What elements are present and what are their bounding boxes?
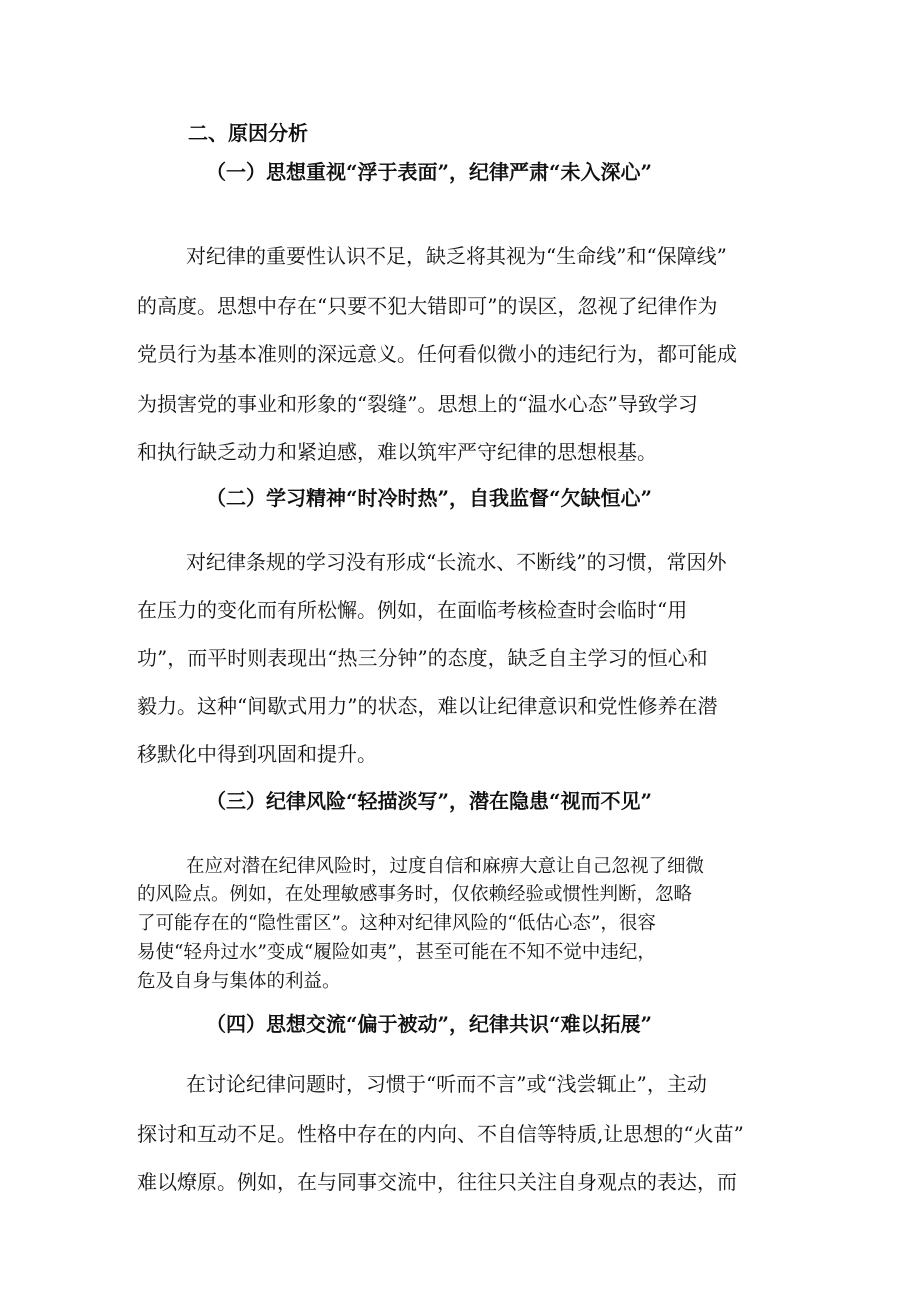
paragraph-line: 和执行缺乏动力和紧迫感，难以筑牢严守纪律的思想根基。: [137, 440, 657, 464]
paragraph-line: 为损害党的事业和形象的“裂缝”。思想上的“温水心态”导致学习: [137, 392, 698, 416]
paragraph-line: 在压力的变化而有所松懈。例如，在面临考核检查时会临时“用: [137, 598, 688, 622]
paragraph-line: 在讨论纪律问题时，习惯于“听而不言”或“浅尝辄止”，主动: [186, 1072, 707, 1096]
paragraph-line: 在应对潜在纪律风险时，过度自信和麻痹大意让自己忽视了细微: [186, 856, 705, 877]
paragraph-line: 危及自身与集体的利益。: [137, 971, 341, 992]
subsection-heading-2: （二）学习精神“时冷时热”，自我监督“欠缺恒心”: [206, 486, 653, 510]
paragraph-line: 易使“轻舟过水”变成“履险如夷”，甚至可能在不知不觉中违纪，: [137, 942, 656, 963]
paragraph-line: 探讨和互动不足。性格中存在的内向、不自信等特质,让思想的“火苗”: [137, 1122, 744, 1146]
paragraph-line: 的风险点。例如，在处理敏感事务时，仅依赖经验或惯性判断，忽略: [137, 884, 693, 905]
paragraph-line: 了可能存在的“隐性雷区”。这种对纪律风险的“低估心态”，很容: [137, 913, 656, 934]
paragraph-line: 对纪律条规的学习没有形成“长流水、不断线”的习惯，常因外: [186, 550, 727, 574]
subsection-heading-4: （四）思想交流“偏于被动”，纪律共识“难以拓展”: [206, 1012, 653, 1036]
subsection-heading-1: （一）思想重视“浮于表面”，纪律严肃“未入深心”: [206, 160, 653, 184]
subsection-heading-3: （三）纪律风险“轻描淡写”，潜在隐患“视而不见”: [206, 789, 653, 813]
section-title: 二、原因分析: [188, 121, 308, 145]
paragraph-line: 的高度。思想中存在“只要不犯大错即可”的误区，忽视了纪律作为: [137, 294, 718, 318]
paragraph-line: 功”，而平时则表现出“热三分钟”的态度，缺乏自主学习的恒心和: [137, 646, 708, 670]
paragraph-line: 对纪律的重要性认识不足，缺乏将其视为“生命线”和“保障线”: [186, 244, 727, 268]
paragraph-line: 毅力。这种“间歇式用力”的状态，难以让纪律意识和党性修养在潜: [137, 694, 718, 718]
paragraph-line: 党员行为基本准则的深远意义。任何看似微小的违纪行为，都可能成: [137, 342, 737, 366]
paragraph-line: 移默化中得到巩固和提升。: [137, 742, 377, 766]
paragraph-line: 难以燎原。例如，在与同事交流中，往往只关注自身观点的表达，而: [137, 1170, 737, 1194]
